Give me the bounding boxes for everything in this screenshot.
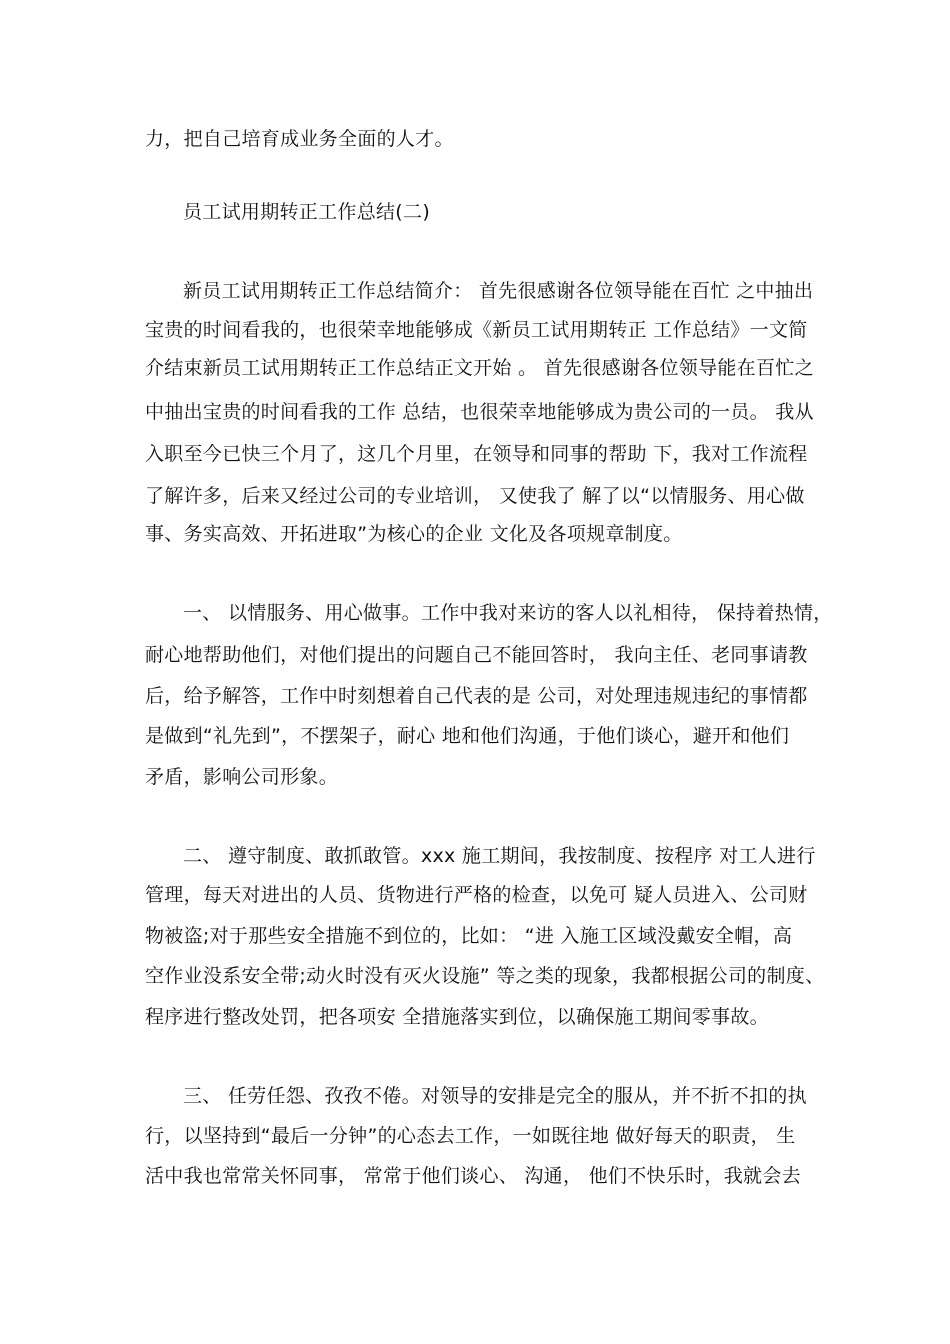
paragraph-line: 矛盾，影响公司形象。 <box>145 766 339 788</box>
paragraph-line: 后，给予解答，工作中时刻想着自己代表的是 公司，对处理违规违纪的事情都 <box>145 685 808 707</box>
paragraph-line: 物被盗;对于那些安全措施不到位的，比如： “进 入施工区域没戴安全帽，高 <box>145 925 793 947</box>
paragraph-line: 事、务实高效、开拓进取”为核心的企业 文化及各项规章制度。 <box>145 523 683 545</box>
paragraph-line: 空作业没系安全带;动火时没有灭火设施” 等之类的现象，我都根据公司的制度、 <box>145 965 825 987</box>
paragraph-line: 程序进行整改处罚，把各项安 全措施落实到位，以确保施工期间零事故。 <box>145 1006 769 1028</box>
paragraph-line: 是做到“礼先到”，不摆架子，耐心 地和他们沟通，于他们谈心，避开和他们 <box>145 725 790 747</box>
paragraph-line: 新员工试用期转正工作总结简介： 首先很感谢各位领导能在百忙 之中抽出 <box>183 280 814 302</box>
paragraph-line: 二、 遵守制度、敢抓敢管。xxx 施工期间，我按制度、按程序 对工人进行 <box>183 845 816 867</box>
paragraph-line: 三、 任劳任怨、孜孜不倦。对领导的安排是完全的服从，并不折不扣的执 <box>183 1085 807 1107</box>
paragraph-line: 活中我也常常关怀同事， 常常于他们谈心、 沟通， 他们不快乐时，我就会去 <box>145 1165 801 1187</box>
paragraph-line: 中抽出宝贵的时间看我的工作 总结，也很荣幸地能够成为贵公司的一员。 我从 <box>145 401 814 423</box>
paragraph-line: 入职至今已快三个月了，这几个月里，在领导和同事的帮助 下，我对工作流程 <box>145 443 808 465</box>
paragraph-line: 宝贵的时间看我的，也很荣幸地能够成《新员工试用期转正 工作总结》一文简 <box>145 319 808 341</box>
carryover-line: 力，把自己培育成业务全面的人才。 <box>145 128 454 150</box>
paragraph-line: 管理，每天对进出的人员、货物进行严格的检查，以免可 疑人员进入、公司财 <box>145 884 808 906</box>
paragraph-line: 耐心地帮助他们，对他们提出的问题自己不能回答时， 我向主任、老同事请教 <box>145 644 808 666</box>
paragraph-line: 行，以坚持到“最后一分钟”的心态去工作，一如既往地 做好每天的职责， 生 <box>145 1125 796 1147</box>
paragraph-line: 介结束新员工试用期转正工作总结正文开始 。 首先很感谢各位领导能在百忙之 <box>145 357 814 379</box>
paragraph-line: 一、 以情服务、用心做事。工作中我对来访的客人以礼相待， 保持着热情， <box>183 602 833 624</box>
paragraph-line: 了解许多，后来又经过公司的专业培训， 又使我了 解了以“以情服务、用心做 <box>145 485 805 507</box>
section-title: 员工试用期转正工作总结(二) <box>183 201 431 223</box>
